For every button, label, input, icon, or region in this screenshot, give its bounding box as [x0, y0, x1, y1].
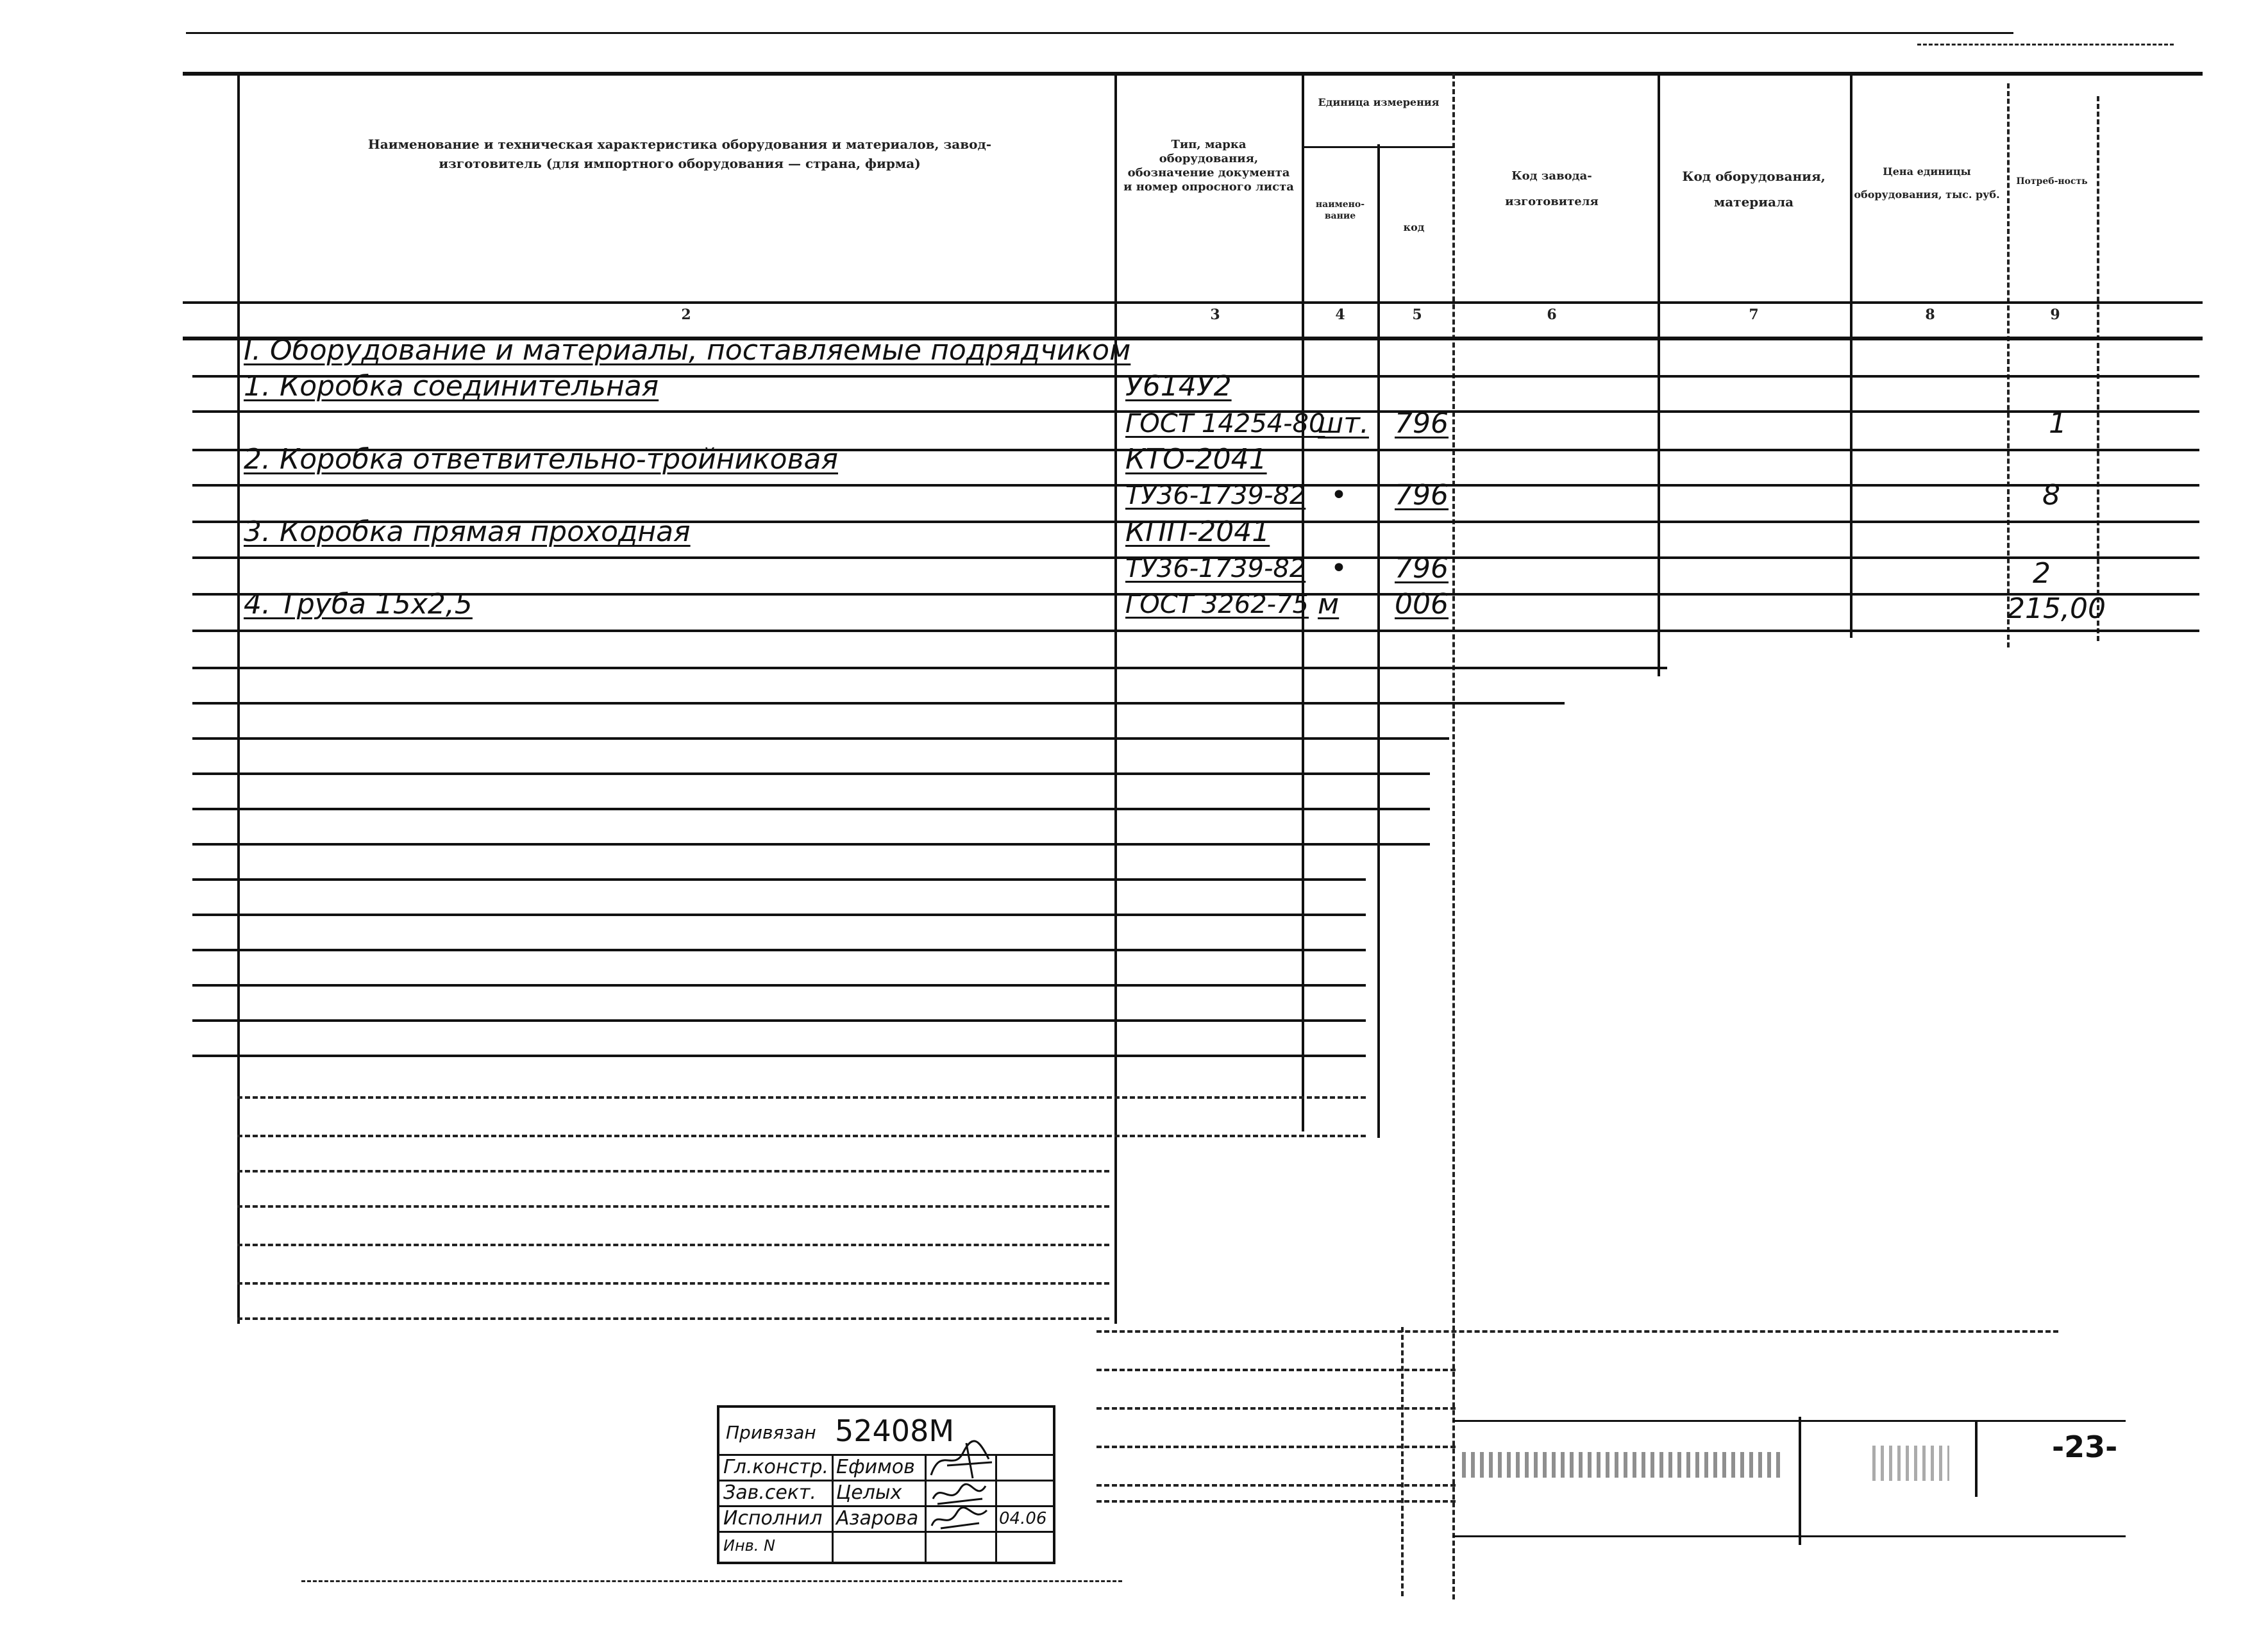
col-border-9-10: [2097, 96, 2099, 641]
row-3-type: КПП-2041: [1125, 515, 1270, 548]
row-1-qty: 1: [2049, 407, 2067, 440]
title-block-divider-2: [1799, 1417, 1801, 1545]
row-3-standard: ТУ36-1739-82: [1125, 554, 1306, 583]
row-2-name: 2. Коробка ответвительно-тройниковая: [244, 443, 838, 476]
column-number-7: 7: [1749, 306, 1759, 323]
bottom-dash-rule: [301, 1580, 1122, 1582]
title-block-divider-3: [1975, 1420, 1978, 1497]
stamp-role-1: Гл.констр.: [723, 1456, 829, 1478]
drawing-code-smudge: [1462, 1452, 1783, 1478]
row-2-unit: •: [1331, 479, 1347, 512]
header-unit-code: код: [1403, 221, 1425, 233]
row-1-type: У614У2: [1125, 370, 1232, 403]
row-4-standard: ГОСТ 3262-75: [1125, 590, 1309, 619]
column-number-9: 9: [2050, 306, 2060, 323]
stamp-date-3: 04.06: [999, 1509, 1047, 1528]
title-block-mid-rule: [1452, 1420, 2126, 1422]
col-border-4-5: [1377, 144, 1380, 1138]
title-block-rule-2: [1096, 1407, 1456, 1410]
stamp-inv-label: Инв. N: [723, 1537, 775, 1555]
header-bottom-rule: [183, 301, 2203, 304]
row-2-standard: ТУ36-1739-82: [1125, 481, 1306, 510]
section-title: I. Оборудование и материалы, поставляемые подрядчиком: [244, 334, 1131, 367]
stamp-name-1: Ефимов: [836, 1456, 915, 1478]
header-qty: Потреб-ность: [2016, 176, 2088, 187]
stamp-role-3: Исполнил: [723, 1507, 823, 1530]
column-number-3: 3: [1210, 306, 1220, 323]
header-price: Цена единицы оборудования, тыс. руб.: [1854, 165, 2000, 201]
stamp-role-2: Зав.сект.: [723, 1482, 816, 1504]
signature-3: [928, 1505, 992, 1532]
title-block-rule-5: [1096, 1500, 1456, 1503]
row-3-qty: 2: [2033, 557, 2051, 590]
approval-stamp: [717, 1405, 1055, 1564]
header-name-column: Наименование и техническая характеристика оборудования и материалов, завод-изготовитель (для импортного оборудования — страна, фирма): [367, 137, 992, 171]
column-number-4: 4: [1335, 306, 1345, 323]
header-top-rule: [183, 72, 2203, 76]
top-rule: [186, 32, 2013, 34]
title-block-divider-1: [1401, 1327, 1404, 1596]
title-block-rule-3: [1096, 1446, 1456, 1448]
row-1-standard: ГОСТ 14254-80: [1125, 409, 1325, 438]
title-block-rule-1: [1096, 1369, 1456, 1371]
stamp-linked-value: 52408М: [835, 1414, 955, 1448]
row-1-code: 796: [1395, 407, 1449, 440]
top-rule-dash: [1917, 44, 2174, 46]
row-1-name: 1. Коробка соединительная: [244, 370, 659, 403]
column-number-5: 5: [1412, 306, 1422, 323]
column-number-2: 2: [681, 306, 691, 323]
title-block-mid-rule-2: [1452, 1535, 2126, 1537]
stamp-name-2: Целых: [836, 1482, 902, 1504]
row-2-type: КТО-2041: [1125, 443, 1267, 476]
row-4-unit: м: [1318, 588, 1340, 621]
signature-1: [928, 1433, 998, 1482]
column-number-8: 8: [1925, 306, 1935, 323]
page-number: -23-: [2052, 1430, 2118, 1464]
signature-2: [928, 1480, 992, 1508]
unit-header-divider: [1303, 146, 1454, 148]
row-1-unit: шт.: [1318, 407, 1369, 440]
row-3-code: 796: [1395, 552, 1449, 585]
row-3-name: 3. Коробка прямая проходная: [244, 515, 691, 548]
row-4-name: 4. Труба 15х2,5: [244, 588, 473, 621]
col-border-7-8: [1850, 74, 1852, 638]
header-plant-code: Код завода-изготовителя: [1505, 169, 1599, 208]
title-block-rule-4: [1096, 1484, 1456, 1487]
header-type-column: Тип, марка оборудования, обозначение документа и номер опросного листа: [1123, 138, 1294, 194]
header-equipment-code: Код оборудования, материала: [1682, 169, 1826, 210]
row-3-unit: •: [1331, 552, 1347, 585]
row-2-code: 796: [1395, 479, 1449, 512]
row-4-code: 006: [1395, 588, 1449, 621]
sheet-smudge: [1872, 1446, 1949, 1481]
col-border-8-9: [2007, 83, 2010, 647]
stamp-name-3: Азарова: [836, 1507, 919, 1530]
row-4-qty: 215,00: [2007, 592, 2106, 625]
header-unit-name: наимено-вание: [1315, 199, 1365, 221]
stamp-linked-label: Привязан: [726, 1422, 816, 1443]
row-2-qty: 8: [2042, 479, 2060, 512]
column-number-6: 6: [1547, 306, 1557, 323]
header-unit-column: Единица измерения: [1318, 96, 1440, 108]
